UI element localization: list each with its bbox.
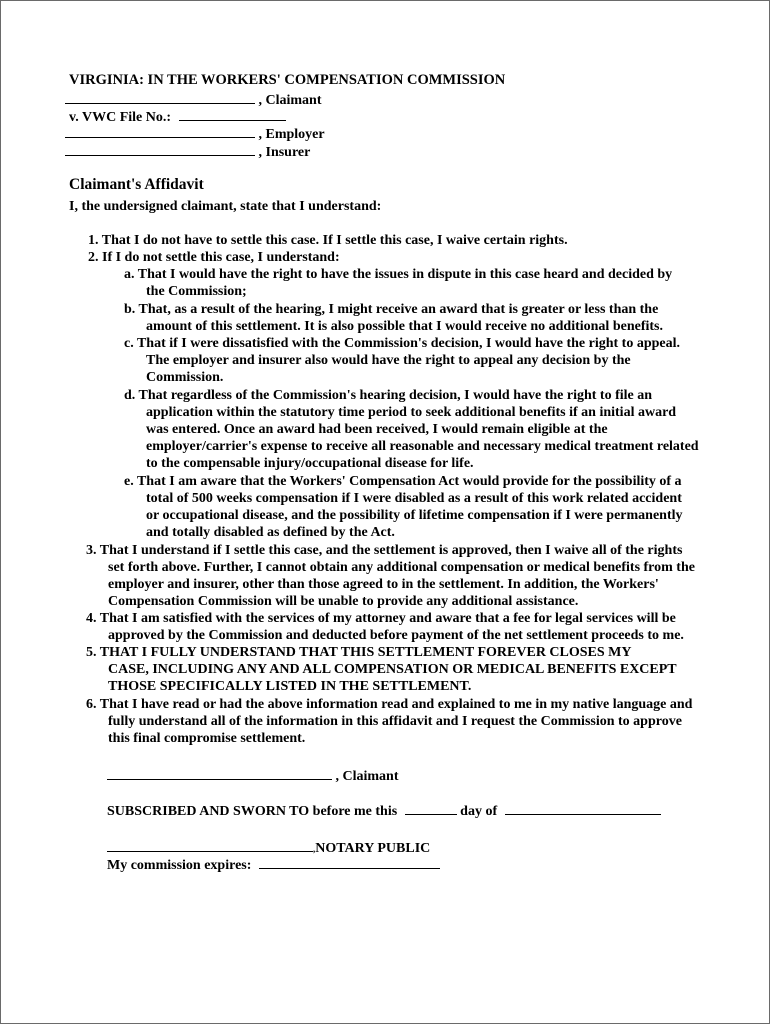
caption-title: VIRGINIA: IN THE WORKERS' COMPENSATION COMMISSION	[69, 72, 506, 88]
affidavit-line: THOSE SPECIFICALLY LISTED IN THE SETTLEMENT.	[108, 679, 472, 694]
affidavit-line: d. That regardless of the Commission's hearing decision, I would have the right to file an	[124, 388, 653, 403]
notary-comma: ,	[313, 844, 316, 854]
affidavit-line: 5. THAT I FULLY UNDERSTAND THAT THIS SETTLEMENT FOREVER CLOSES MY	[86, 645, 632, 660]
claimant-signature-row	[107, 767, 399, 785]
affidavit-line: amount of this settlement. It is also possible that I would receive no additional benefits.	[146, 319, 663, 334]
file-no-row	[69, 108, 286, 126]
employer-name-field[interactable]	[65, 125, 255, 138]
affidavit-line: c. That if I were dissatisfied with the Commission's decision, I would have the right to appeal.	[124, 336, 681, 351]
affidavit-line: and totally disabled as defined by the Act.	[146, 525, 395, 540]
affidavit-line: e. That I am aware that the Workers' Compensation Act would provide for the possibility of a	[124, 474, 682, 489]
file-no-label: v. VWC File No.:	[69, 110, 172, 125]
affidavit-line: Commission.	[146, 370, 224, 385]
claimant-label: , Claimant	[258, 93, 322, 108]
commission-row	[107, 856, 440, 874]
commission-expires-field[interactable]	[259, 856, 440, 869]
sworn-month-field[interactable]	[505, 802, 661, 815]
affidavit-line: to the compensable injury/occupational disease for life.	[146, 456, 474, 471]
insurer-name-field[interactable]	[65, 143, 255, 156]
affidavit-line: 3. That I understand if I settle this case, and the settlement is approved, then I waive all of the rights	[86, 543, 683, 558]
employer-row	[65, 125, 325, 143]
affidavit-line: CASE, INCLUDING ANY AND ALL COMPENSATION OR MEDICAL BENEFITS EXCEPT	[108, 662, 677, 677]
affidavit-line: The employer and insurer also would have the right to appeal any decision by the	[146, 353, 631, 368]
affidavit-line: 6. That I have read or had the above information read and explained to me in my native language and	[86, 697, 693, 712]
sworn-row	[107, 802, 661, 820]
claimant-name-field[interactable]	[65, 91, 255, 104]
claimant-signature-field[interactable]	[107, 767, 332, 780]
affidavit-line: employer and insurer, other than those agreed to in the settlement. In addition, the Workers'	[108, 577, 659, 592]
sworn-day-field[interactable]	[405, 802, 457, 815]
affidavit-line: 2. If I do not settle this case, I understand:	[88, 250, 340, 265]
affidavit-line: employer/carrier's expense to receive all reasonable and necessary medical treatment related	[146, 439, 699, 454]
sworn-day-of-label: day of	[460, 804, 498, 819]
affidavit-line: application within the statutory time period to seek additional benefits if an initial award	[146, 405, 677, 420]
affidavit-title: Claimant's Affidavit	[69, 176, 204, 193]
claimant-signature-label: , Claimant	[335, 769, 399, 784]
notary-signature-field[interactable]	[107, 839, 316, 854]
affidavit-line: b. That, as a result of the hearing, I might receive an award that is greater or less than the	[124, 302, 659, 317]
insurer-row	[65, 143, 310, 161]
affidavit-line: 4. That I am satisfied with the services of my attorney and aware that a fee for legal services will be	[86, 611, 676, 626]
affidavit-line: set forth above. Further, I cannot obtain any additional compensation or medical benefits from the	[108, 560, 695, 575]
sworn-label: SUBSCRIBED AND SWORN TO before me this	[107, 804, 398, 819]
employer-label: , Employer	[258, 127, 325, 142]
affidavit-line: approved by the Commission and deducted before payment of the net settlement proceeds to me.	[108, 628, 684, 643]
affidavit-line: this final compromise settlement.	[108, 731, 306, 746]
affidavit-line: total of 500 weeks compensation if I were disabled as a result of this work related accident	[146, 491, 682, 506]
affidavit-line: was entered. Once an award had been received, I would remain eligible at the	[146, 422, 608, 437]
claimant-name-row	[65, 91, 322, 109]
affidavit-line: the Commission;	[146, 284, 247, 299]
notary-label: NOTARY PUBLIC	[315, 841, 431, 856]
file-no-field[interactable]	[179, 108, 286, 121]
insurer-label: , Insurer	[258, 145, 311, 160]
affidavit-line: 1. That I do not have to settle this case. If I settle this case, I waive certain rights.	[88, 233, 568, 248]
affidavit-line: a. That I would have the right to have the issues in dispute in this case heard and decided by	[124, 267, 673, 282]
affidavit-intro: I, the undersigned claimant, state that I understand:	[69, 199, 382, 214]
affidavit-line: fully understand all of the information in this affidavit and I request the Commission to approve	[108, 714, 682, 729]
affidavit-line: or occupational disease, and the possibility of lifetime compensation if I were permanently	[146, 508, 683, 523]
affidavit-line: Compensation Commission will be unable to provide any additional assistance.	[108, 594, 579, 609]
commission-label: My commission expires:	[107, 858, 252, 873]
